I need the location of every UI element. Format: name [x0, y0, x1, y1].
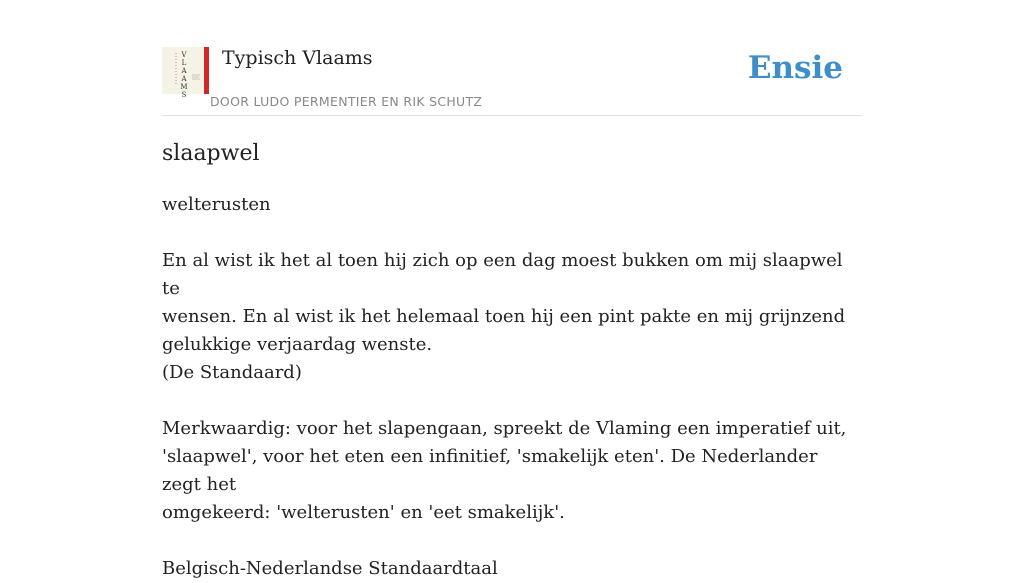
entry-definition: welterusten — [162, 194, 271, 215]
logo-letter: A — [181, 75, 187, 83]
logo-letter: M — [180, 83, 188, 91]
usage-note-line: Merkwaardig: voor het slapengaan, spreekt de Vlaming een imperatief uit, — [162, 418, 847, 439]
entry-term: slaapwel — [162, 141, 260, 166]
example-source: (De Standaard) — [162, 362, 302, 383]
logo-letter: S — [181, 91, 187, 99]
logo-letter: V — [181, 51, 187, 59]
logo-letter: A — [181, 67, 187, 75]
logo-letter: L — [181, 59, 187, 67]
ensie-logo-link[interactable]: Ensie — [747, 50, 843, 86]
entry-body — [162, 191, 862, 583]
book-cover-logo[interactable] — [162, 47, 209, 99]
example-line: En al wist ik het al toen hij zich op een dag moest bukken om mij slaapwel te — [162, 250, 843, 299]
example-line: wensen. En al wist ik het helemaal toen hij een pint pakte en mij grijnzend — [162, 306, 846, 327]
book-cover-logo-graphic — [162, 47, 209, 99]
entry-category: Belgisch-Nederlandse Standaardtaal — [162, 558, 498, 579]
dictionary-entry — [162, 137, 862, 583]
usage-note-line: omgekeerd: 'welterusten' en 'eet smakelijk'. — [162, 502, 565, 523]
example-line: gelukkige verjaardag wenste. — [162, 334, 433, 355]
usage-note-line: 'slaapwel', voor het eten een infinitief, 'smakelijk eten'. De Nederlander zegt het — [162, 446, 818, 495]
book-authors: DOOR LUDO PERMENTIER EN RIK SCHUTZ — [210, 94, 483, 109]
book-title[interactable]: Typisch Vlaams — [222, 47, 373, 69]
site-header — [162, 44, 862, 116]
